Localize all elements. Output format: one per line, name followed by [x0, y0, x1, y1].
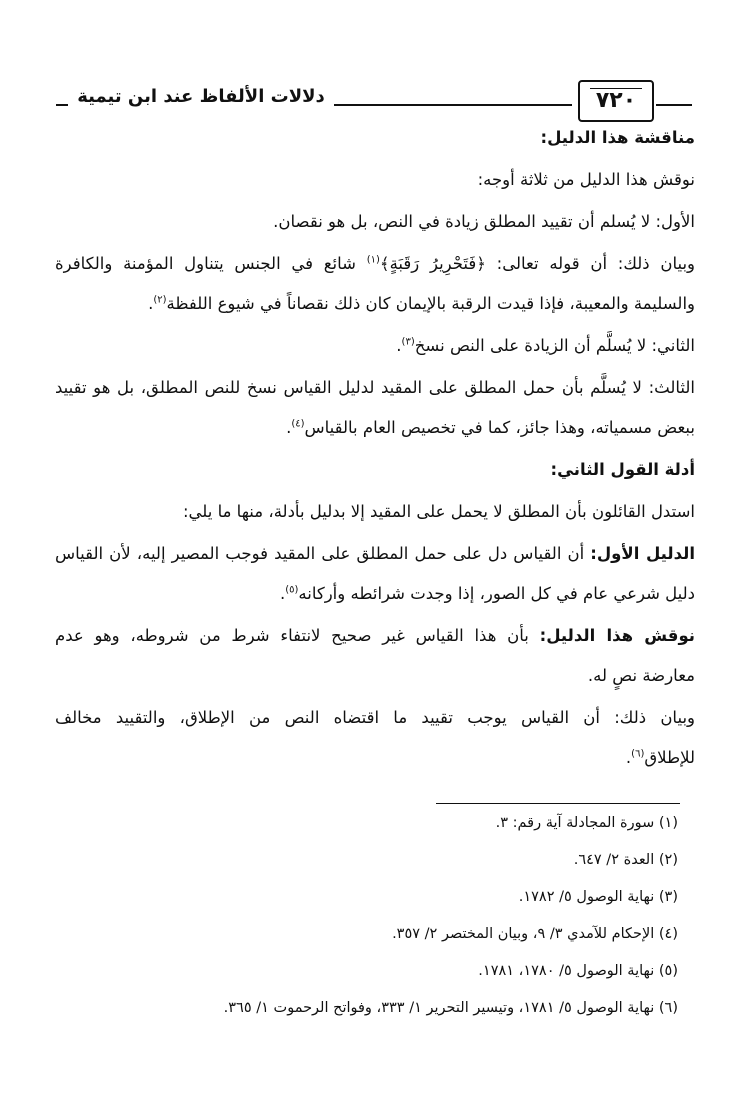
paragraph-line [55, 544, 695, 563]
text-run: دليل شرعي عام في كل الصور، إذا وجدت شرائطه وأركانه [298, 584, 695, 603]
footnote-1: (١) سورة المجادلة آية رقم: ٣. [495, 815, 678, 831]
text-run: الثاني: لا يُسلَّم أن الزيادة على النص نسخ [414, 336, 695, 355]
text-run: ببعض مسمياته، وهذا جائز، كما في تخصيص العام بالقياس [304, 418, 695, 437]
footnote-4: (٤) الإحكام للآمدي ٣/ ٩، وبيان المختصر ٢/ ٣٥٧. [392, 926, 678, 942]
text-run: بأن هذا القياس غير صحيح لانتفاء شرط من شروطه، وهو عدم [55, 626, 540, 645]
paragraph-line: وبيان ذلك: أن القياس يوجب تقييد ما اقتضاه النص من الإطلاق، والتقييد مخالف [55, 708, 695, 727]
inline-heading: نوقش هذا الدليل: [539, 626, 695, 645]
text-run: أن القياس دل على حمل المطلق على المقيد فوجب المصير إليه، لأن القياس [55, 544, 591, 563]
header-rule-middle [334, 104, 572, 106]
text-run: والسليمة والمعيبة، فإذا قيدت الرقبة بالإيمان كان ذلك نقصاناً في شيوع اللفظة [166, 294, 695, 313]
text-run: . [396, 336, 402, 355]
section-heading-discussion: مناقشة هذا الدليل: [540, 128, 695, 147]
footnote-ref: (٥) [285, 584, 299, 596]
footnote-ref: (٦) [631, 748, 645, 760]
paragraph-line [626, 748, 695, 767]
text-run: وبيان ذلك: أن قوله تعالى: ﴿فَتَحْرِيرُ رَقَبَةٍ﴾ [379, 254, 696, 273]
footnote-2: (٢) العدة ٢/ ٦٤٧. [573, 852, 678, 868]
footnote-6: (٦) نهاية الوصول ٥/ ١٧٨١، وتيسير التحرير ١/ ٣٣٣، وفواتح الرحموت ١/ ٣٦٥. [223, 1000, 678, 1016]
paragraph-line: الأول: لا يُسلم أن تقييد المطلق زيادة في النص، بل هو نقصان. [273, 212, 695, 231]
section-heading-second-opinion: أدلة القول الثاني: [550, 460, 695, 479]
footnote-separator [436, 803, 680, 804]
header-rule-left [56, 104, 68, 106]
running-title: دلالات الألفاظ عند ابن تيمية [77, 86, 325, 107]
paragraph-line: معارضة نصٍ له. [587, 666, 695, 685]
paragraph-line [148, 294, 695, 313]
text-run: . [625, 748, 632, 767]
paragraph-line [396, 336, 695, 355]
paragraph-line [286, 418, 695, 437]
text-run: . [279, 584, 286, 603]
header-rule-right [656, 104, 692, 106]
paragraph-line [55, 254, 695, 273]
paragraph-line: نوقش هذا الدليل من ثلاثة أوجه: [477, 170, 695, 189]
paragraph-line: استدل القائلون بأن المطلق لا يحمل على المقيد إلا بدليل بأدلة، منها ما يلي: [182, 502, 695, 521]
footnote-ref: (٢) [153, 294, 167, 306]
paragraph-line [55, 626, 695, 645]
inline-heading: الدليل الأول: [590, 544, 695, 563]
text-run: . [148, 294, 154, 313]
footnote-ref: (١) [366, 254, 380, 266]
paragraph-line [280, 584, 695, 603]
page-number: ٧٢٠ [578, 80, 654, 122]
text-run: للإطلاق [644, 748, 695, 767]
footnote-ref: (٤) [291, 418, 305, 430]
footnote-ref: (٣) [401, 336, 415, 348]
text-run: شائع في الجنس يتناول المؤمنة والكافرة [55, 254, 367, 273]
text-run: . [286, 418, 292, 437]
paragraph-line: الثالث: لا يُسلَّم بأن حمل المطلق على المقيد لدليل القياس نسخ للنص المطلق، بل هو تقييد [55, 378, 695, 397]
page-header [56, 78, 692, 122]
footnote-5: (٥) نهاية الوصول ٥/ ١٧٨٠، ١٧٨١. [478, 963, 678, 979]
footnote-3: (٣) نهاية الوصول ٥/ ١٧٨٢. [518, 889, 678, 905]
